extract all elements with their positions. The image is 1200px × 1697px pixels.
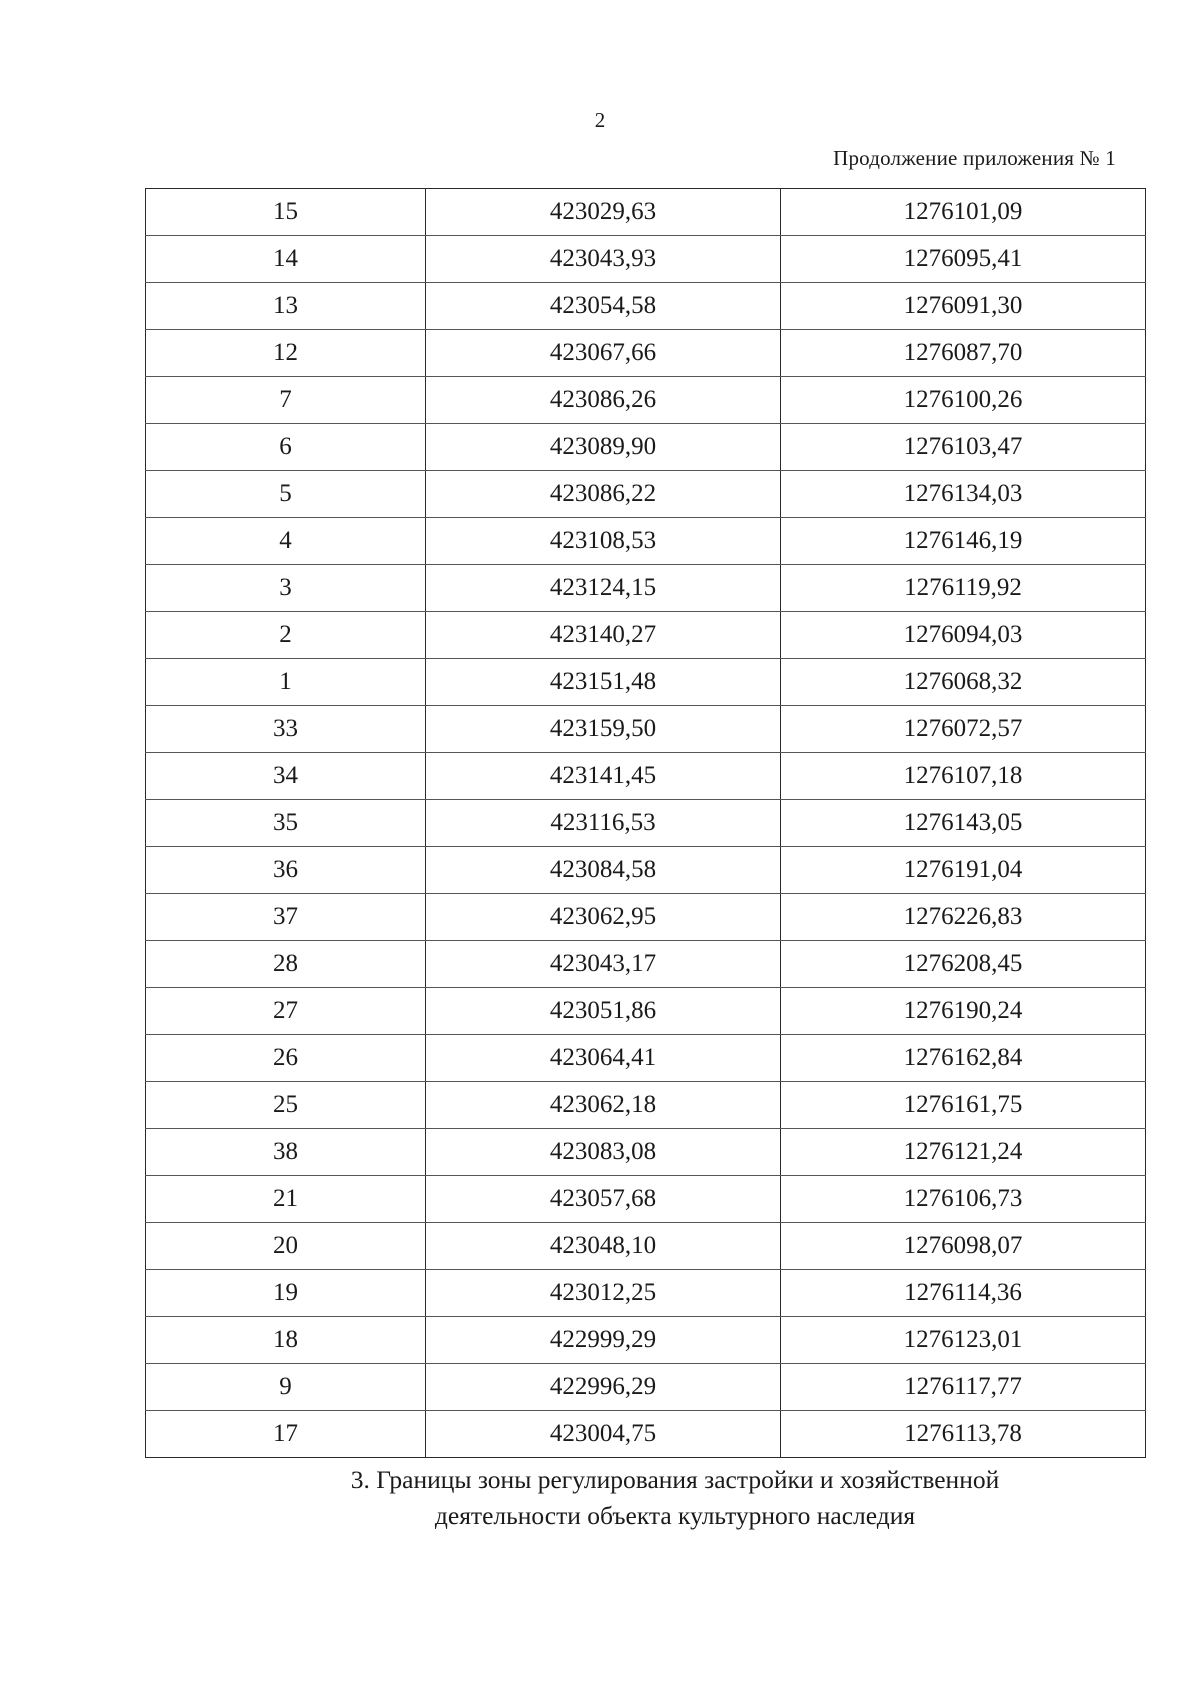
x-coordinate-cell: 422999,29 — [426, 1317, 781, 1364]
coordinates-table-body — [146, 189, 1146, 1458]
point-number-cell: 35 — [146, 800, 426, 847]
y-coordinate-cell: 1276095,41 — [781, 236, 1146, 283]
x-coordinate-cell: 423062,18 — [426, 1082, 781, 1129]
table-row — [146, 1035, 1146, 1082]
table-row — [146, 424, 1146, 471]
y-coordinate-cell: 1276162,84 — [781, 1035, 1146, 1082]
table-row — [146, 659, 1146, 706]
table-row — [146, 1317, 1146, 1364]
table-row — [146, 518, 1146, 565]
x-coordinate-cell: 423048,10 — [426, 1223, 781, 1270]
y-coordinate-cell: 1276190,24 — [781, 988, 1146, 1035]
table-row — [146, 894, 1146, 941]
x-coordinate-cell: 423043,93 — [426, 236, 781, 283]
point-number-cell: 21 — [146, 1176, 426, 1223]
point-number-cell: 14 — [146, 236, 426, 283]
x-coordinate-cell: 423057,68 — [426, 1176, 781, 1223]
x-coordinate-cell: 423151,48 — [426, 659, 781, 706]
point-number-cell: 17 — [146, 1411, 426, 1458]
x-coordinate-cell: 423141,45 — [426, 753, 781, 800]
table-row — [146, 1223, 1146, 1270]
y-coordinate-cell: 1276134,03 — [781, 471, 1146, 518]
x-coordinate-cell: 422996,29 — [426, 1364, 781, 1411]
y-coordinate-cell: 1276094,03 — [781, 612, 1146, 659]
table-row — [146, 377, 1146, 424]
y-coordinate-cell: 1276107,18 — [781, 753, 1146, 800]
y-coordinate-cell: 1276113,78 — [781, 1411, 1146, 1458]
table-row — [146, 1270, 1146, 1317]
table-row — [146, 189, 1146, 236]
point-number-cell: 1 — [146, 659, 426, 706]
table-row — [146, 847, 1146, 894]
appendix-continuation-label: Продолжение приложения № 1 — [833, 146, 1116, 170]
point-number-cell: 12 — [146, 330, 426, 377]
x-coordinate-cell: 423029,63 — [426, 189, 781, 236]
point-number-cell: 4 — [146, 518, 426, 565]
x-coordinate-cell: 423043,17 — [426, 941, 781, 988]
table-row — [146, 753, 1146, 800]
table-row — [146, 565, 1146, 612]
section-heading — [160, 1462, 1190, 1534]
point-number-cell: 7 — [146, 377, 426, 424]
point-number-cell: 19 — [146, 1270, 426, 1317]
x-coordinate-cell: 423012,25 — [426, 1270, 781, 1317]
x-coordinate-cell: 423067,66 — [426, 330, 781, 377]
x-coordinate-cell: 423054,58 — [426, 283, 781, 330]
x-coordinate-cell: 423051,86 — [426, 988, 781, 1035]
y-coordinate-cell: 1276121,24 — [781, 1129, 1146, 1176]
point-number-cell: 15 — [146, 189, 426, 236]
table-row — [146, 283, 1146, 330]
x-coordinate-cell: 423140,27 — [426, 612, 781, 659]
point-number-cell: 20 — [146, 1223, 426, 1270]
page-number: 2 — [594, 108, 606, 132]
y-coordinate-cell: 1276114,36 — [781, 1270, 1146, 1317]
table-row — [146, 706, 1146, 753]
coordinates-table — [145, 188, 1146, 1458]
table-row — [146, 1176, 1146, 1223]
y-coordinate-cell: 1276117,77 — [781, 1364, 1146, 1411]
point-number-cell: 5 — [146, 471, 426, 518]
y-coordinate-cell: 1276146,19 — [781, 518, 1146, 565]
table-row — [146, 236, 1146, 283]
table-row — [146, 988, 1146, 1035]
y-coordinate-cell: 1276072,57 — [781, 706, 1146, 753]
point-number-cell: 26 — [146, 1035, 426, 1082]
point-number-cell: 28 — [146, 941, 426, 988]
x-coordinate-cell: 423159,50 — [426, 706, 781, 753]
y-coordinate-cell: 1276087,70 — [781, 330, 1146, 377]
table-row — [146, 1082, 1146, 1129]
section-heading-line-2: деятельности объекта культурного наследия — [434, 1501, 916, 1530]
y-coordinate-cell: 1276208,45 — [781, 941, 1146, 988]
y-coordinate-cell: 1276103,47 — [781, 424, 1146, 471]
point-number-cell: 37 — [146, 894, 426, 941]
y-coordinate-cell: 1276098,07 — [781, 1223, 1146, 1270]
table-row — [146, 471, 1146, 518]
y-coordinate-cell: 1276191,04 — [781, 847, 1146, 894]
y-coordinate-cell: 1276101,09 — [781, 189, 1146, 236]
y-coordinate-cell: 1276068,32 — [781, 659, 1146, 706]
point-number-cell: 27 — [146, 988, 426, 1035]
point-number-cell: 38 — [146, 1129, 426, 1176]
y-coordinate-cell: 1276161,75 — [781, 1082, 1146, 1129]
x-coordinate-cell: 423064,41 — [426, 1035, 781, 1082]
x-coordinate-cell: 423089,90 — [426, 424, 781, 471]
x-coordinate-cell: 423116,53 — [426, 800, 781, 847]
table-row — [146, 941, 1146, 988]
y-coordinate-cell: 1276123,01 — [781, 1317, 1146, 1364]
table-row — [146, 330, 1146, 377]
point-number-cell: 6 — [146, 424, 426, 471]
table-row — [146, 800, 1146, 847]
x-coordinate-cell: 423062,95 — [426, 894, 781, 941]
point-number-cell: 13 — [146, 283, 426, 330]
y-coordinate-cell: 1276143,05 — [781, 800, 1146, 847]
point-number-cell: 9 — [146, 1364, 426, 1411]
x-coordinate-cell: 423108,53 — [426, 518, 781, 565]
y-coordinate-cell: 1276091,30 — [781, 283, 1146, 330]
x-coordinate-cell: 423083,08 — [426, 1129, 781, 1176]
y-coordinate-cell: 1276106,73 — [781, 1176, 1146, 1223]
point-number-cell: 3 — [146, 565, 426, 612]
table-row — [146, 612, 1146, 659]
x-coordinate-cell: 423124,15 — [426, 565, 781, 612]
point-number-cell: 25 — [146, 1082, 426, 1129]
point-number-cell: 33 — [146, 706, 426, 753]
section-heading-line-1: 3. Границы зоны регулирования застройки и хозяйственной — [350, 1465, 1000, 1494]
point-number-cell: 34 — [146, 753, 426, 800]
table-row — [146, 1364, 1146, 1411]
table-row — [146, 1411, 1146, 1458]
y-coordinate-cell: 1276100,26 — [781, 377, 1146, 424]
y-coordinate-cell: 1276119,92 — [781, 565, 1146, 612]
x-coordinate-cell: 423086,22 — [426, 471, 781, 518]
point-number-cell: 18 — [146, 1317, 426, 1364]
point-number-cell: 36 — [146, 847, 426, 894]
y-coordinate-cell: 1276226,83 — [781, 894, 1146, 941]
point-number-cell: 2 — [146, 612, 426, 659]
x-coordinate-cell: 423084,58 — [426, 847, 781, 894]
x-coordinate-cell: 423086,26 — [426, 377, 781, 424]
table-row — [146, 1129, 1146, 1176]
x-coordinate-cell: 423004,75 — [426, 1411, 781, 1458]
